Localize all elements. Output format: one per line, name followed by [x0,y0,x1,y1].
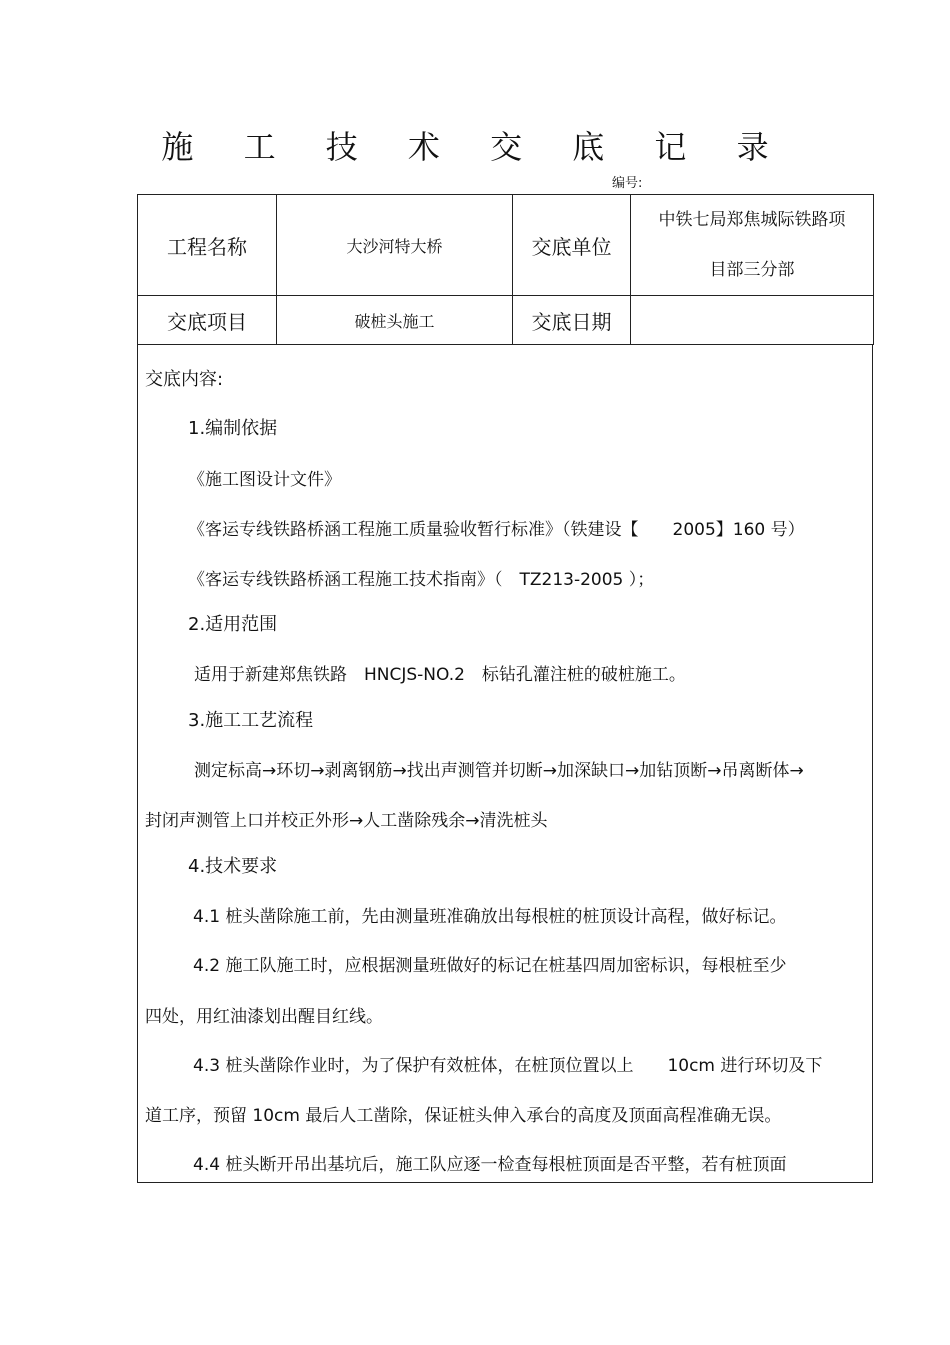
basis-line-1: 《施工图设计文件》 [188,470,341,490]
unit-value [631,195,874,296]
content-label: 交底内容: [145,369,224,390]
section-1-title: 1.编制依据 [188,418,278,439]
section-2-title: 2.适用范围 [188,614,278,635]
project-name-value: 大沙河特大桥 [277,195,513,296]
date-value [631,296,874,345]
requirement-4-4-line1: 4.4 桩头断开吊出基坑后，施工队应逐一检查每根桩顶面是否平整，若有桩顶面 [193,1155,787,1175]
header-table [137,194,874,345]
process-line-2: 封闭声测管上口并校正外形→人工凿除残余→清洗桩头 [145,811,548,831]
date-label: 交底日期 [513,296,631,345]
requirement-4-2-line1: 4.2 施工队施工时，应根据测量班做好的标记在桩基四周加密标识，每根桩至少 [193,956,787,976]
requirement-4-1: 4.1 桩头凿除施工前，先由测量班准确放出每根桩的桩顶设计高程，做好标记。 [193,907,787,927]
requirement-4-3-line1: 4.3 桩头凿除作业时，为了保护有效桩体，在桩顶位置以上 10cm 进行环切及下 [193,1056,823,1076]
basis-line-2: 《客运专线铁路桥涵工程施工质量验收暂行标准》（铁建设【 2005】160 号） [188,520,805,540]
document-number-label: 编号: [612,176,643,191]
project-name-label: 工程名称 [138,195,277,296]
requirement-4-2-line2: 四处，用红油漆划出醒目红线。 [145,1007,383,1027]
unit-value-line2: 目部三分部 [709,260,795,280]
content-box [137,344,873,1183]
scope-line-1: 适用于新建郑焦铁路 HNCJS-NO.2 标钻孔灌注桩的破桩施工。 [194,665,686,685]
page-title: 施 工 技 术 交 底 记 录 [161,128,789,166]
process-line-1: 测定标高→环切→剥离钢筋→找出声测管并切断→加深缺口→加钻顶断→吊离断体→ [194,761,804,781]
basis-line-3: 《客运专线铁路桥涵工程施工技术指南》（ TZ213-2005 ）； [188,570,655,590]
unit-label: 交底单位 [513,195,631,296]
section-4-title: 4.技术要求 [188,856,278,877]
item-label: 交底项目 [138,296,277,345]
section-3-title: 3.施工工艺流程 [188,710,314,731]
requirement-4-3-line2: 道工序，预留 10cm 最后人工凿除，保证桩头伸入承台的高度及顶面高程准确无误。 [145,1106,782,1126]
unit-value-line1: 中铁七局郑焦城际铁路项 [658,210,846,230]
item-value: 破桩头施工 [277,296,513,345]
